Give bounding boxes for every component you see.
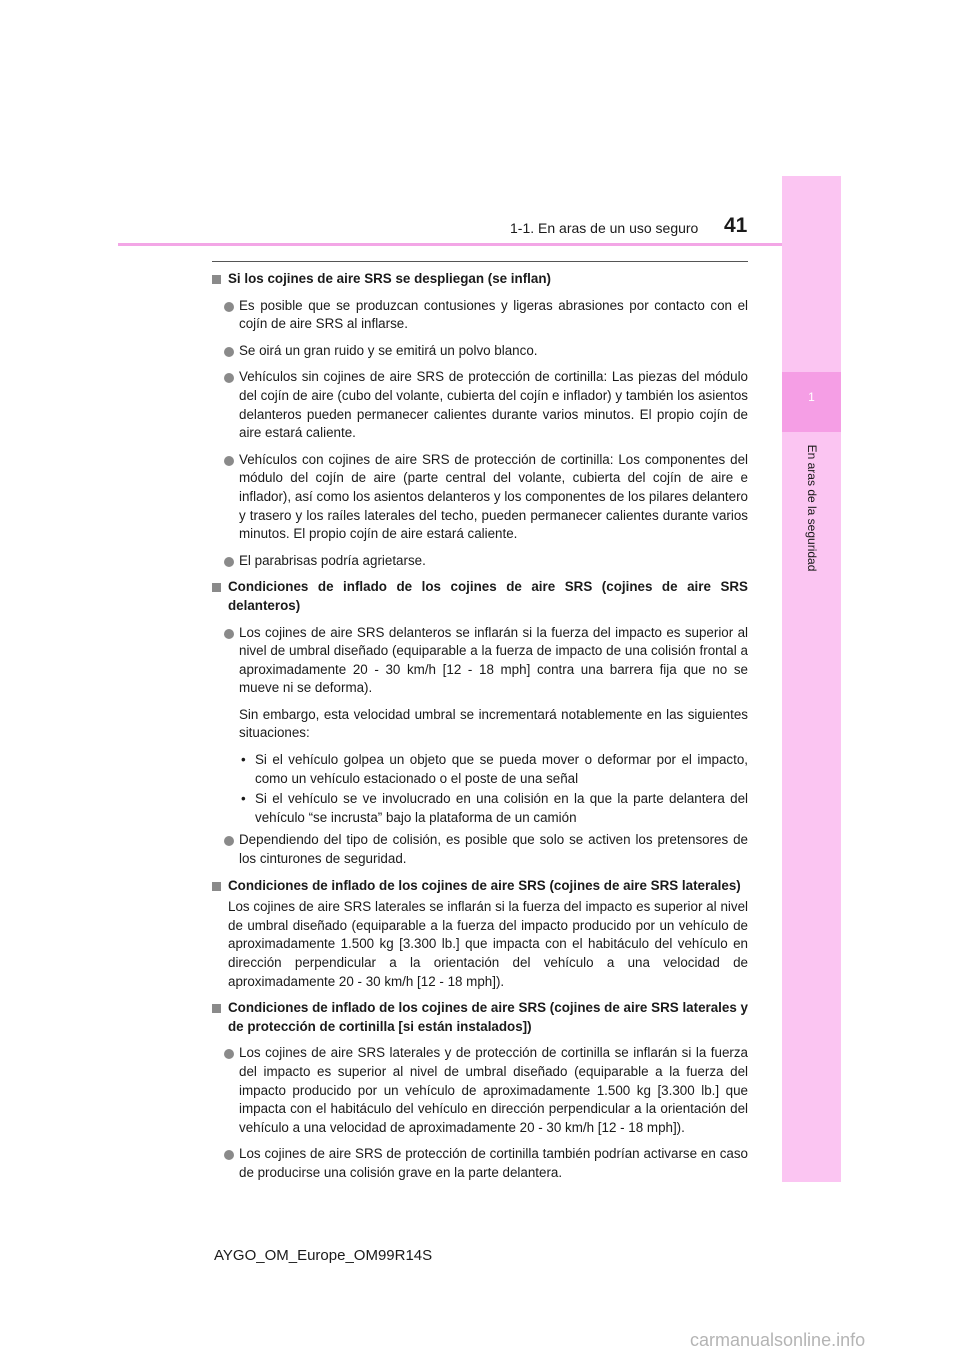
list-item-text: Se oirá un gran ruido y se emitirá un polvo blanco. <box>239 342 538 358</box>
section-heading-text: Condiciones de inflado de los cojines de aire SRS (cojines de aire SRS laterales y de protección de cortinilla [si están instalados]) <box>228 1000 748 1034</box>
list-item-text: Los cojines de aire SRS delanteros se inflarán si la fuerza del impacto es superior al nivel de umbral diseñado (equiparable a la fuerza de impacto de una colisión frontal a aproximadamente 20 - 30 km/h [12 - 18 mph] contra una barrera fija que no se mueve ni se deforma). <box>239 624 748 696</box>
chapter-number: 1 <box>808 390 815 404</box>
sub-list-item-text: Si el vehículo se ve involucrado en una colisión en la que la parte delantera del vehículo “se incrusta” bajo la plataforma de un camión <box>255 791 748 825</box>
section-heading-text: Condiciones de inflado de los cojines de aire SRS (cojines de aire SRS delanteros) <box>228 579 748 613</box>
list-item-text: Es posible que se produzcan contusiones y ligeras abrasiones por contacto con el cojín de aire SRS al inflarse. <box>239 297 748 332</box>
content-divider <box>212 261 748 262</box>
list-item <box>212 624 748 698</box>
list-item-text: Los cojines de aire SRS de protección de cortinilla también podrían activarse en caso de producirse una colisión grave en la parte delantera. <box>239 1146 748 1180</box>
list-item <box>212 552 748 571</box>
square-bullet-icon <box>212 882 221 891</box>
list-item-text: El parabrisas podría agrietarse. <box>239 552 426 568</box>
sub-list-item-text: Si el vehículo golpea un objeto que se pueda mover o deformar por el impacto, como un vehículo estacionado o el poste de una señal <box>255 752 748 786</box>
sub-bullet-mark: • <box>241 752 246 768</box>
round-bullet-icon <box>224 557 234 567</box>
sub-list-item <box>212 790 748 827</box>
round-bullet-icon <box>224 456 234 466</box>
sub-list-item <box>212 751 748 788</box>
round-bullet-icon <box>224 373 234 383</box>
list-item <box>212 368 748 442</box>
round-bullet-icon <box>224 629 234 639</box>
list-item <box>212 297 748 334</box>
list-item <box>212 1044 748 1137</box>
round-bullet-icon <box>224 836 234 846</box>
watermark: carmanualsonline.info <box>690 1330 866 1350</box>
manual-code: AYGO_OM_Europe_OM99R14S <box>214 1247 433 1264</box>
page-content <box>212 266 748 1183</box>
page-number: 41 <box>724 214 748 237</box>
header-section-title: 1-1. En aras de un uso seguro <box>510 220 699 236</box>
section-heading-text: Condiciones de inflado de los cojines de aire SRS (cojines de aire SRS laterales) <box>228 877 741 893</box>
list-item-text: Los cojines de aire SRS laterales y de protección de cortinilla se inflarán si la fuerza del impacto es superior al nivel de umbral diseñado (equiparable a la fuerza del impacto producido por un vehículo de aproximadamente 1.500 kg [3.300 lb.] que impacta con el habitáculo del vehículo en dirección perpendicular a la orientación del vehículo a una velocidad de aproximadamente 20 - 30 km/h [12 - 18 mph]). <box>239 1045 748 1135</box>
list-item <box>212 1145 748 1182</box>
round-bullet-icon <box>224 1150 234 1160</box>
round-bullet-icon <box>224 1049 234 1059</box>
section-heading <box>212 877 748 896</box>
list-item <box>212 451 748 544</box>
square-bullet-icon <box>212 1004 221 1013</box>
paragraph: Los cojines de aire SRS laterales se inflarán si la fuerza del impacto es superior al nivel de umbral diseñado (equiparable a la fuerza del impacto producido por un vehículo de aproximadamente 1.500 kg [3.300 lb.] que impacta con el habitáculo del vehículo en dirección perpendicular a la orientación del vehículo a una velocidad de aproximadamente 20 - 30 km/h [12 - 18 mph]). <box>228 899 748 989</box>
chapter-side-tab <box>782 176 841 1182</box>
chapter-title: En aras de la seguridad <box>805 444 819 572</box>
header-divider <box>118 243 782 246</box>
paragraph: Sin embargo, esta velocidad umbral se incrementará notablemente en las siguientes situaciones: <box>239 706 748 741</box>
list-item-text: Dependiendo del tipo de colisión, es posible que solo se activen los pretensores de los cinturones de seguridad. <box>239 832 748 867</box>
square-bullet-icon <box>212 583 221 592</box>
section-heading <box>212 999 748 1036</box>
list-item-text: Vehículos con cojines de aire SRS de protección de cortinilla: Los componentes del módulo del cojín de aire (parte central del volante, cubierta del cojín de aire e inflador), así como los asientos delanteros y los componentes de los pilares delantero y trasero y los raíles laterales del techo, pueden permanecer calientes durante varios minutos. El propio cojín de aire estará caliente. <box>239 451 748 542</box>
list-item <box>212 831 748 868</box>
square-bullet-icon <box>212 275 221 284</box>
list-item-text: Vehículos sin cojines de aire SRS de protección de cortinilla: Las piezas del módulo del cojín de aire (cubo del volante, cubierta del cojín e inflador) y también los asientos delanteros pueden permanecer calientes durante varios minutos. El propio cojín de aire estará caliente. <box>239 369 748 441</box>
sub-bullet-mark: • <box>241 791 246 807</box>
section-heading-text: Si los cojines de aire SRS se despliegan (se inflan) <box>228 271 551 286</box>
list-item <box>212 342 748 361</box>
round-bullet-icon <box>224 347 234 357</box>
section-heading <box>212 270 748 289</box>
round-bullet-icon <box>224 302 234 312</box>
section-heading <box>212 578 748 615</box>
